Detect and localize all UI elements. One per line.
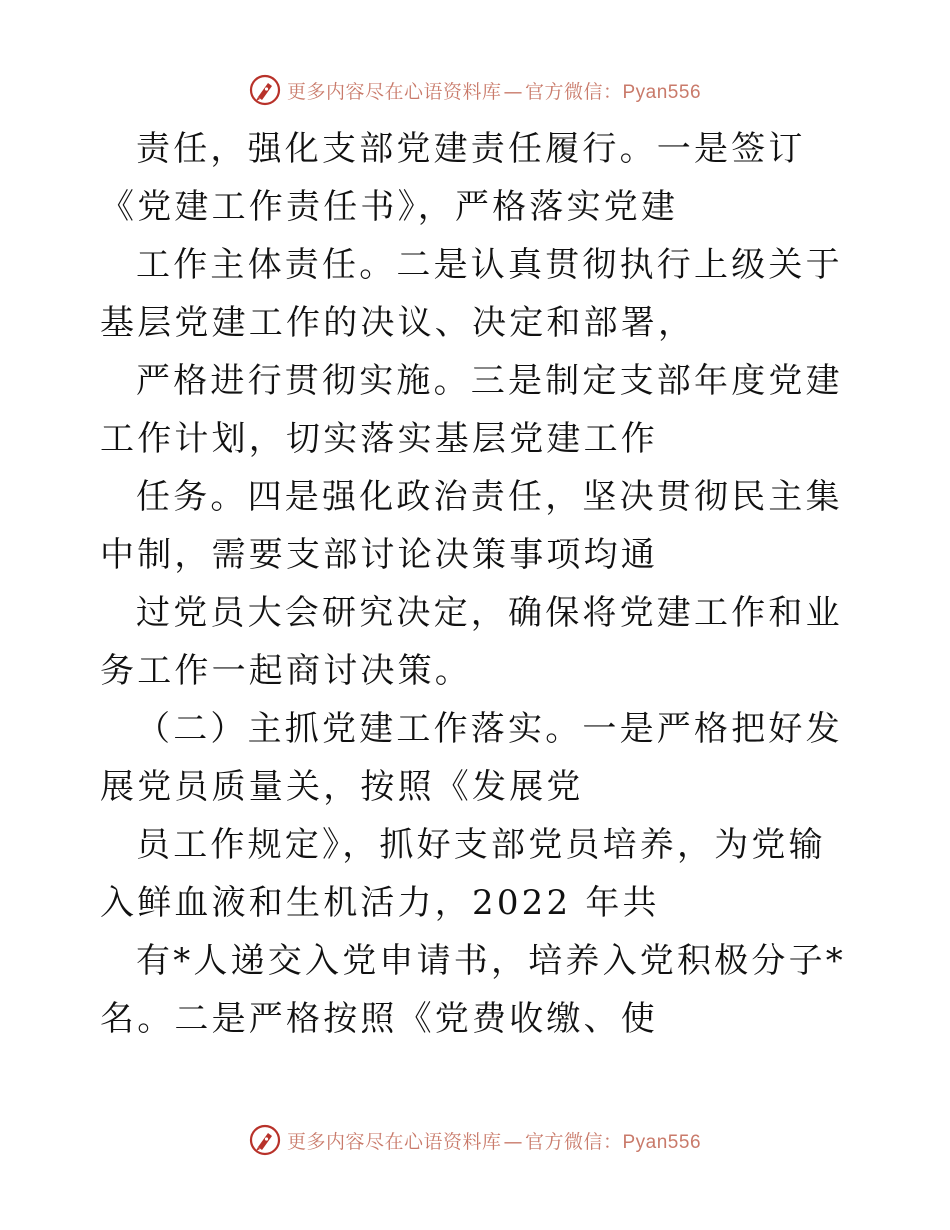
paragraph: 有*人递交入党申请书，培养入党积极分子*名。二是严格按照《党费收缴、使 [100, 941, 846, 1039]
watermark-text [287, 1127, 701, 1154]
footer-watermark [0, 1122, 950, 1158]
paragraph: 任务。四是强化政治责任，坚决贯彻民主集中制，需要支部讨论决策事项均通 [100, 477, 843, 575]
watermark-separator: — [503, 80, 523, 103]
paragraph: （二）主抓党建工作落实。一是严格把好发展党员质量关，按照《发展党 [100, 709, 843, 807]
watermark-main-text: 更多内容尽在心语资料库 [286, 1130, 502, 1153]
watermark-wechat-id: Pyan556 [622, 1131, 702, 1153]
paragraph: 员工作规定》，抓好支部党员培养，为党输入鲜血液和生机活力，2022 年共 [100, 825, 826, 923]
watermark-text [287, 77, 701, 104]
watermark-separator: — [503, 1130, 523, 1153]
pen-nib-seal-icon [249, 1124, 281, 1156]
paragraph: 严格进行贯彻实施。三是制定支部年度党建工作计划，切实落实基层党建工作 [100, 361, 843, 459]
pen-nib-seal-icon [249, 74, 281, 106]
header-watermark [0, 72, 950, 108]
paragraph: 工作主体责任。二是认真贯彻执行上级关于基层党建工作的决议、决定和部署， [100, 245, 843, 343]
document-body [100, 120, 860, 1048]
paragraph: 责任，强化支部党建责任履行。一是签订《党建工作责任书》，严格落实党建 [100, 129, 806, 227]
paragraph: 过党员大会研究决定，确保将党建工作和业务工作一起商讨决策。 [100, 593, 843, 691]
watermark-wechat-label: 官方微信： [524, 80, 623, 103]
watermark-wechat-id: Pyan556 [622, 81, 702, 103]
watermark-main-text: 更多内容尽在心语资料库 [286, 80, 502, 103]
watermark-wechat-label: 官方微信： [524, 1130, 623, 1153]
